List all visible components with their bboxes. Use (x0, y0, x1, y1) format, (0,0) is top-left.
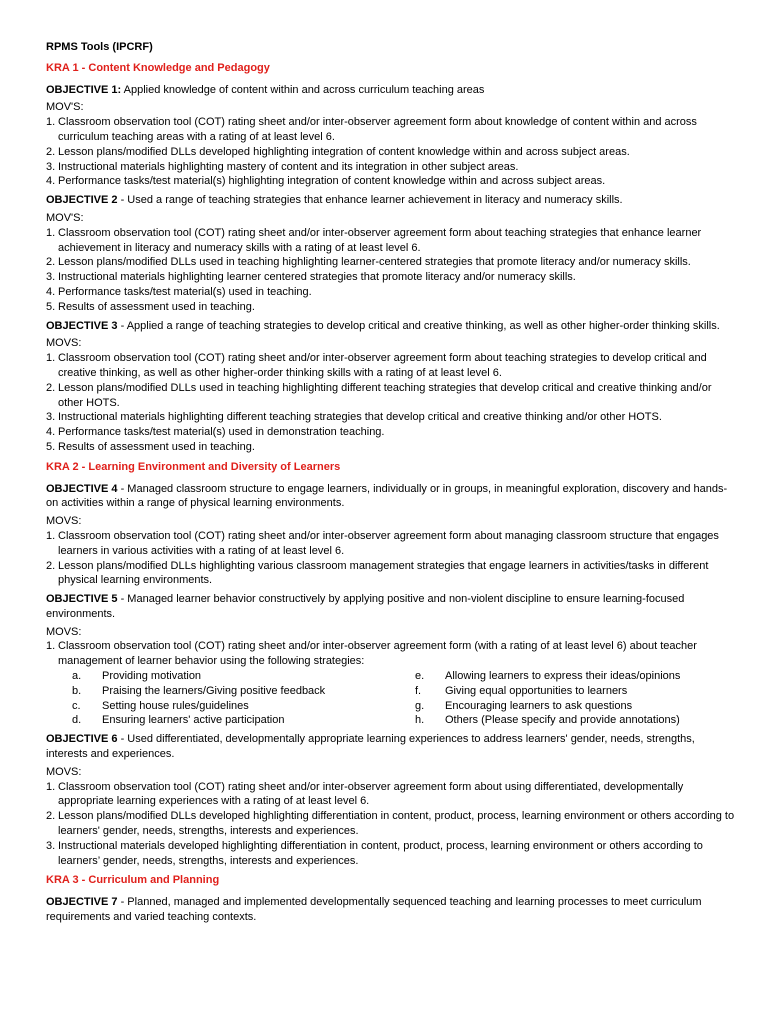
page-title: RPMS Tools (IPCRF) (46, 41, 153, 53)
item-number: 5. (46, 300, 56, 313)
item-number: 5. (46, 440, 56, 453)
item-number: 3. (46, 271, 56, 284)
document-page (46, 40, 736, 928)
list-item (46, 226, 736, 256)
item-number: 1. (46, 116, 56, 129)
kra-1-heading: KRA 1 - Content Knowledge and Pedagogy (46, 61, 270, 74)
movs-label: MOVS: (46, 625, 82, 638)
item-number: 1. (46, 529, 56, 542)
objective-4-text: - Managed classroom structure to engage learners, individually or in groups, in meaningful exploration, discovery and hands-on activities within a range of physical learning environments. (46, 482, 728, 510)
list-item (46, 351, 736, 381)
kra-3-heading: KRA 3 - Curriculum and Planning (46, 874, 220, 887)
item-number: 4. (46, 285, 56, 298)
objective-3-label: OBJECTIVE 3 (46, 319, 118, 332)
list-item (46, 255, 736, 270)
item-number: 1. (46, 640, 56, 653)
objective-5 (46, 592, 736, 622)
item-text: Classroom observation tool (COT) rating sheet and/or inter-observer agreement form (with a rating of at least level 6) about teacher management of learner behavior using the following strategies: (58, 640, 697, 668)
item-text: Instructional materials highlighting different teaching strategies that develop critical and creative thinking and/or other HOTS. (58, 411, 662, 424)
item-number: 1. (46, 226, 56, 239)
mov-list (46, 351, 736, 455)
movs-label: MOV'S: (46, 211, 84, 224)
movs-label: MOV'S: (46, 101, 84, 114)
strategy-item (415, 684, 745, 699)
list-item (46, 174, 736, 189)
objective-7 (46, 895, 736, 925)
strategy-text: Others (Please specify and provide annotations) (445, 714, 680, 727)
item-text: Instructional materials highlighting learner centered strategies that promote literacy and/or numeracy skills. (58, 271, 576, 284)
mov-list (46, 115, 736, 189)
mov-list (46, 780, 736, 869)
strategy-text: Setting house rules/guidelines (102, 699, 249, 712)
strategy-letter: g. (415, 699, 425, 712)
mov-list (46, 226, 736, 315)
strategy-list (72, 669, 736, 728)
item-text: Lesson plans/modified DLLs developed highlighting differentiation in content, product, process, learning environment or others according to learners' gender, needs, strengths, interests and experiences. (58, 810, 735, 838)
list-item (46, 300, 736, 315)
objective-4 (46, 482, 736, 512)
item-number: 2. (46, 256, 56, 269)
objective-3 (46, 319, 736, 334)
list-item (46, 639, 736, 669)
list-item (46, 425, 736, 440)
item-text: Classroom observation tool (COT) rating sheet and/or inter-observer agreement form about teaching strategies to develop critical and creative thinking, as well as other higher-order thinking skills with a rating of at least level 6. (58, 352, 707, 379)
item-number: 3. (46, 411, 56, 424)
objective-2 (46, 193, 736, 208)
list-item (46, 440, 736, 455)
objective-4-label: OBJECTIVE 4 (46, 482, 118, 495)
strategy-letter: f. (415, 684, 422, 697)
item-text: Classroom observation tool (COT) rating sheet and/or inter-observer agreement form about knowledge of content within and across curriculum teaching areas with a rating of at least level 6. (58, 116, 697, 143)
item-text: Performance tasks/test material(s) used in demonstration teaching. (58, 426, 385, 439)
mov-list (46, 639, 736, 669)
strategy-item (415, 713, 745, 728)
item-text: Results of assessment used in teaching. (58, 440, 255, 453)
objective-1 (46, 83, 736, 98)
item-text: Lesson plans/modified DLLs used in teaching highlighting different teaching strategies that develop critical and creative thinking and/or other HOTS. (58, 381, 712, 409)
list-item (46, 809, 736, 839)
item-text: Performance tasks/test material(s) highlighting integration of content knowledge within and across subject areas. (58, 175, 606, 188)
item-text: Instructional materials highlighting mastery of content and its integration in other subject areas. (58, 160, 519, 173)
objective-6-text: - Used differentiated, developmentally appropriate learning experiences to address learners' gender, needs, strengths, interests and experiences. (46, 733, 695, 761)
list-item (46, 160, 736, 175)
strategy-text: Giving equal opportunities to learners (445, 684, 628, 697)
item-text: Lesson plans/modified DLLs used in teaching highlighting learner-centered strategies that promote literacy and/or numeracy skills. (58, 256, 691, 269)
strategy-text: Ensuring learners' active participation (102, 714, 285, 727)
objective-7-label: OBJECTIVE 7 (46, 896, 118, 909)
list-item (46, 529, 736, 559)
strategy-letter: h. (415, 714, 425, 727)
kra-2-heading: KRA 2 - Learning Environment and Diversity of Learners (46, 460, 341, 473)
objective-1-label: OBJECTIVE 1: (46, 83, 122, 96)
item-number: 2. (46, 381, 56, 394)
strategy-item (415, 699, 745, 714)
objective-5-text: - Managed learner behavior constructively by applying positive and non-violent discipline to ensure learning-focused environments. (46, 593, 685, 620)
item-number: 3. (46, 160, 56, 173)
objective-6-label: OBJECTIVE 6 (46, 733, 118, 746)
strategy-text: Allowing learners to express their ideas/opinions (445, 670, 681, 683)
movs-label: MOVS: (46, 765, 82, 778)
list-item (46, 285, 736, 300)
item-text: Results of assessment used in teaching. (58, 300, 255, 313)
strategy-letter: b. (72, 684, 82, 697)
objective-6 (46, 732, 736, 762)
strategy-item (72, 669, 415, 684)
item-number: 3. (46, 839, 56, 852)
item-number: 1. (46, 352, 56, 365)
list-item (46, 381, 736, 411)
strategy-letter: a. (72, 670, 82, 683)
list-item (46, 780, 736, 810)
item-number: 4. (46, 426, 56, 439)
strategy-letter: e. (415, 670, 425, 683)
item-number: 2. (46, 145, 56, 158)
strategy-item (72, 684, 415, 699)
item-number: 2. (46, 810, 56, 823)
list-item (46, 145, 736, 160)
strategy-letter: d. (72, 714, 82, 727)
item-number: 2. (46, 559, 56, 572)
objective-5-label: OBJECTIVE 5 (46, 593, 118, 606)
objective-2-text: - Used a range of teaching strategies that enhance learner achievement in literacy and numeracy skills. (117, 194, 623, 207)
list-item (46, 839, 736, 869)
item-text: Performance tasks/test material(s) used in teaching. (58, 285, 312, 298)
movs-label: MOVS: (46, 515, 82, 528)
strategy-item (72, 699, 415, 714)
mov-list (46, 529, 736, 588)
list-item (46, 115, 736, 145)
strategy-text: Providing motivation (102, 670, 202, 683)
objective-7-text: - Planned, managed and implemented developmentally sequenced teaching and learning processes to meet curriculum requirements and varied teaching contexts. (46, 896, 702, 924)
objective-1-text: Applied knowledge of content within and across curriculum teaching areas (121, 83, 485, 96)
objective-2-label: OBJECTIVE 2 (46, 194, 118, 207)
strategy-item (415, 669, 745, 684)
item-text: Classroom observation tool (COT) rating sheet and/or inter-observer agreement form about teaching strategies that enhance learner achievement in literacy and numeracy skills with a rating of at least level 6. (58, 226, 702, 254)
item-number: 4. (46, 175, 56, 188)
item-text: Lesson plans/modified DLLs highlighting various classroom management strategies that engage learners in activities/tasks in different physical learning environments. (58, 559, 709, 587)
item-text: Instructional materials developed highlighting differentiation in content, product, process, learning environment or others according to learners’ gender, needs, strengths, interests and experiences. (58, 839, 703, 867)
item-text: Classroom observation tool (COT) rating sheet and/or inter-observer agreement form about managing classroom structure that engages learners in various activities with a rating of at least level 6. (58, 529, 719, 557)
item-text: Classroom observation tool (COT) rating sheet and/or inter-observer agreement form about using differentiated, developmentally appropriate learning experiences with a rating of at least level 6. (58, 780, 684, 808)
strategy-item (72, 713, 415, 728)
strategy-letter: c. (72, 699, 81, 712)
objective-3-text: - Applied a range of teaching strategies to develop critical and creative thinking, as well as other higher-order thinking skills. (117, 319, 720, 332)
list-item (46, 270, 736, 285)
strategy-text: Praising the learners/Giving positive feedback (102, 684, 326, 697)
item-number: 1. (46, 780, 56, 793)
movs-label: MOVS: (46, 337, 82, 350)
list-item (46, 410, 736, 425)
strategy-text: Encouraging learners to ask questions (445, 699, 633, 712)
item-text: Lesson plans/modified DLLs developed highlighting integration of content knowledge within and across subject areas. (58, 145, 630, 158)
list-item (46, 559, 736, 589)
